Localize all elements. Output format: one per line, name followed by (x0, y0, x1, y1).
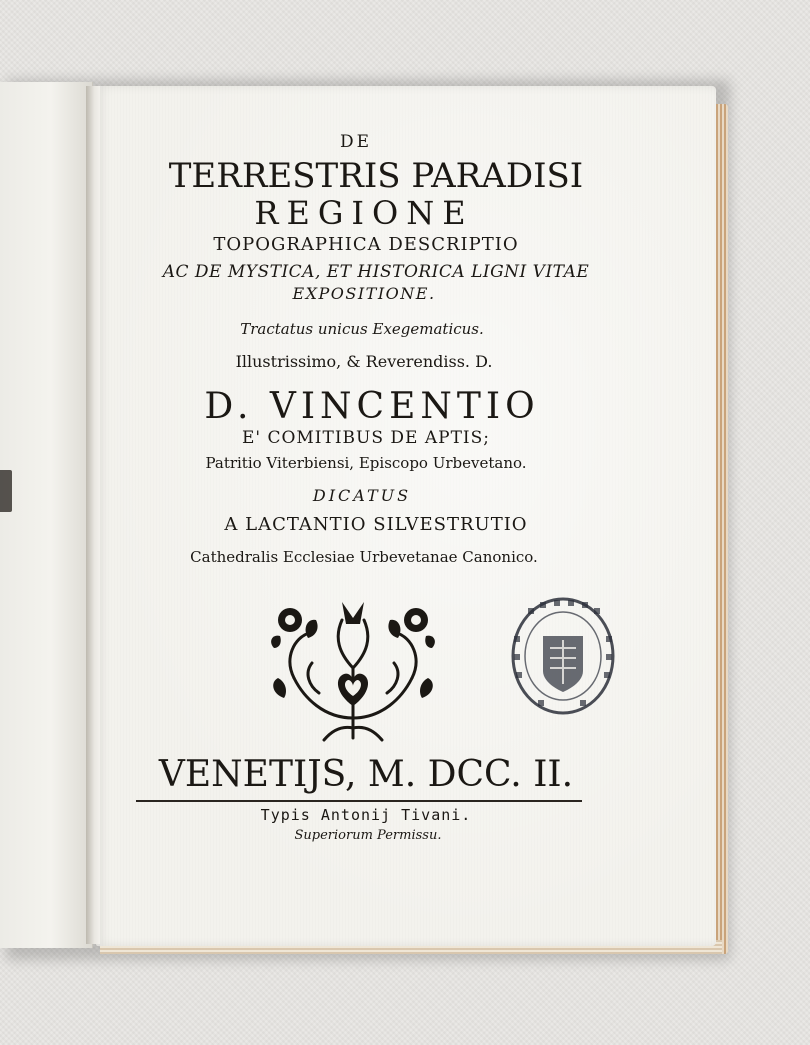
title-line-1: TERRESTRIS PARADISI (168, 156, 584, 196)
title-line-3: TOPOGRAPHICA DESCRIPTIO (213, 234, 519, 255)
left-page-mark (0, 470, 12, 512)
book-gutter (86, 86, 100, 944)
subtitle-line-1: AC DE MYSTICA, ET HISTORICA LIGNI VITAE (162, 262, 590, 282)
title-line-2: REGIONE (254, 194, 474, 232)
library-stamp-icon (508, 596, 618, 716)
floral-woodcut-icon (264, 598, 442, 748)
dedication-line: Illustrissimo, & Reverendiss. D. (235, 352, 493, 371)
title-page (96, 86, 716, 946)
permission-line: Superiorum Permissu. (294, 828, 442, 843)
printer-line: Typis Antonij Tivani. (260, 806, 472, 824)
author-title: Cathedralis Ecclesiae Urbevetanae Canonico. (190, 548, 538, 566)
author-line: A LACTANTIO SILVESTRUTIO (224, 514, 528, 535)
subtitle-line-2: EXPOSITIONE. (292, 284, 436, 303)
dicatus-line: DICATUS (312, 486, 412, 505)
title-de: DE (339, 132, 373, 152)
imprint-place-date: VENETIJS, M. DCC. II. (158, 754, 574, 795)
tractatus-line: Tractatus unicus Exegematicus. (240, 320, 484, 338)
dedicatee-title: Patritio Viterbiensi, Episcopo Urbevetano. (205, 454, 527, 472)
dedicatee-name: D. VINCENTIO (204, 386, 540, 427)
dedicatee-family: E' COMITIBUS DE APTIS; (241, 428, 491, 448)
imprint-rule (136, 800, 582, 802)
